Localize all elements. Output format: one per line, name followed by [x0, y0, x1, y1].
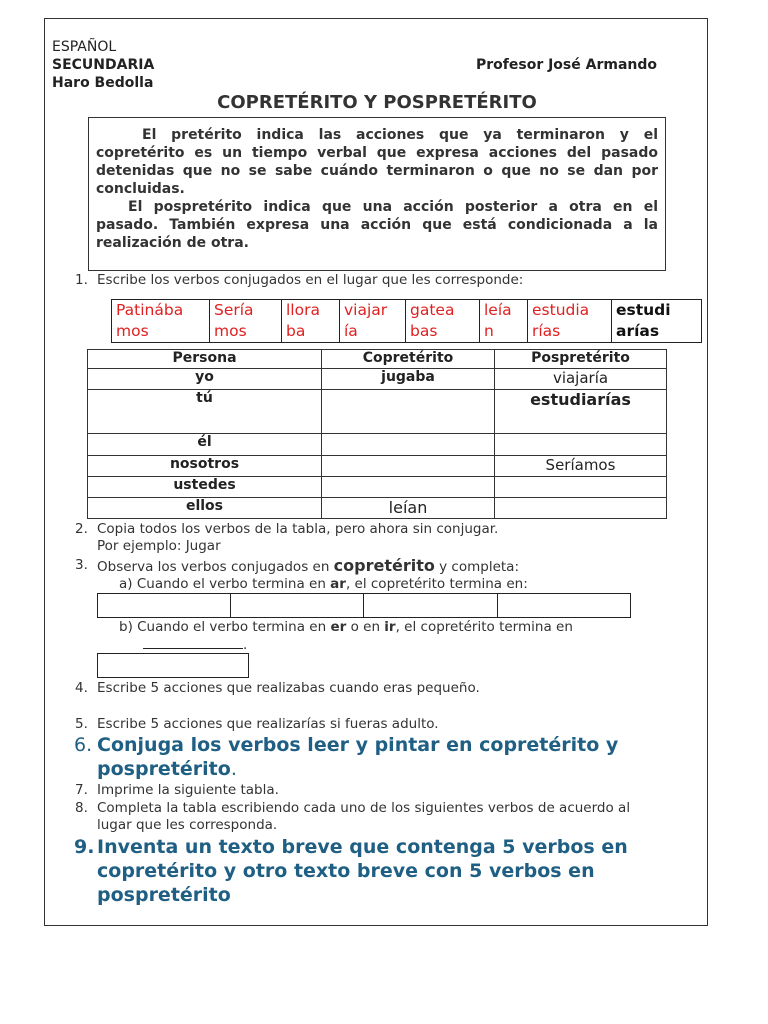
- pospreterito-cell[interactable]: estudiarías: [495, 390, 667, 434]
- verb-fragment: mos: [116, 322, 149, 340]
- pospreterito-cell[interactable]: Seríamos: [495, 456, 667, 477]
- question-8: [75, 800, 705, 834]
- copreterito-cell[interactable]: [322, 477, 495, 498]
- verb-bank-cell: [406, 300, 480, 343]
- persona-cell: él: [88, 434, 322, 456]
- question-text: lugar que les corresponda.: [97, 817, 278, 833]
- verb-bank-cell: [612, 300, 702, 343]
- persona-cell: nosotros: [88, 456, 322, 477]
- surname-label: Haro Bedolla: [52, 75, 154, 91]
- header-pospreterito: Pospretérito: [495, 350, 667, 369]
- question-6: 6. Conjuga los verbos leer y pintar en copretérito y pospretérito.: [74, 733, 694, 781]
- question-text: Escribe los verbos conjugados en el lugar que les corresponde:: [97, 272, 524, 288]
- question-7: [75, 782, 675, 799]
- subject-label: ESPAÑOL: [52, 39, 117, 55]
- answer-box[interactable]: [498, 593, 631, 618]
- verb-bank-cell: [210, 300, 282, 343]
- definition-copreterito: El pretérito indica las acciones que ya terminaron y el copretérito es un tiempo verbal que expresa acciones del pasado detenidas que no se sabe cuándo terminaron o que no se dan por concluidas.: [96, 127, 658, 197]
- question-text: Conjuga los verbos leer y pintar en copretérito y: [97, 734, 619, 756]
- table-row: [88, 477, 667, 498]
- pospreterito-cell[interactable]: viajaría: [495, 369, 667, 390]
- persona-cell: ustedes: [88, 477, 322, 498]
- pospreterito-cell[interactable]: [495, 477, 667, 498]
- question-number: 1.: [75, 272, 88, 288]
- question-text: Completa la tabla escribiendo cada uno de los siguientes verbos de acuerdo al: [97, 800, 631, 816]
- question-4: [75, 680, 675, 697]
- table-row: [88, 390, 667, 434]
- answer-box[interactable]: [97, 593, 231, 618]
- copreterito-cell[interactable]: [322, 434, 495, 456]
- level-label: SECUNDARIA: [52, 57, 155, 73]
- question-text: Escribe 5 acciones que realizarías si fueras adulto.: [97, 716, 439, 732]
- answer-box[interactable]: [97, 653, 249, 678]
- verb-fragment: gatea: [410, 301, 455, 319]
- verb-bank-cell: [112, 300, 210, 343]
- question-number: 4.: [75, 680, 88, 696]
- verb-fragment: estudi: [616, 301, 671, 319]
- question-number: 6.: [74, 734, 93, 756]
- question-2: [75, 521, 675, 555]
- question-text: copretérito y otro texto breve con 5 verbos en: [97, 860, 595, 882]
- question-number: 2.: [75, 521, 88, 537]
- question-text: Imprime la siguiente tabla.: [97, 782, 279, 798]
- verb-bank-cell: [282, 300, 340, 343]
- question-3: [75, 557, 675, 593]
- table-row: [88, 498, 667, 519]
- copreterito-cell[interactable]: leían: [322, 498, 495, 519]
- persona-cell: tú: [88, 390, 322, 434]
- answer-box[interactable]: [231, 593, 364, 618]
- conjugation-table: [87, 349, 667, 519]
- verb-fragment: n: [484, 322, 494, 340]
- question-text: pospretérito: [97, 758, 231, 780]
- copreterito-cell[interactable]: [322, 390, 495, 434]
- verb-fragment: leía: [484, 301, 512, 319]
- table-header-row: [88, 350, 667, 369]
- verb-bank-cell: [528, 300, 612, 343]
- verb-fragment: ía: [344, 322, 358, 340]
- answer-box[interactable]: [364, 593, 498, 618]
- question-9: [74, 835, 694, 907]
- question-number: 9.: [74, 836, 95, 858]
- verb-bank-cell: [480, 300, 528, 343]
- pospreterito-cell[interactable]: [495, 434, 667, 456]
- question-example: Por ejemplo: Jugar: [97, 538, 221, 554]
- table-row: [88, 369, 667, 390]
- verb-bank: [111, 299, 702, 343]
- question-3a: a) Cuando el verbo termina en ar, el copretérito termina en:: [119, 576, 528, 592]
- question-3b: b) Cuando el verbo termina en er o en ir, el copretérito termina en: [119, 619, 573, 635]
- header-persona: Persona: [88, 350, 322, 369]
- verb-fragment: ba: [286, 322, 306, 340]
- definition-box: [88, 117, 666, 271]
- table-row: [88, 456, 667, 477]
- verb-fragment: arías: [616, 322, 660, 340]
- verb-fragment: llora: [286, 301, 320, 319]
- answer-row-ar: [97, 593, 631, 618]
- question-text: Inventa un texto breve que contenga 5 verbos en: [97, 836, 628, 858]
- verb-fragment: Sería: [214, 301, 254, 319]
- question-number: 3.: [75, 557, 88, 573]
- persona-cell: ellos: [88, 498, 322, 519]
- answer-line: [143, 648, 243, 649]
- verb-fragment: bas: [410, 322, 438, 340]
- question-number: 8.: [75, 800, 88, 816]
- question-number: 5.: [75, 716, 88, 732]
- worksheet-page: [44, 18, 708, 926]
- verb-fragment: rías: [532, 322, 561, 340]
- verb-fragment: viajar: [344, 301, 388, 319]
- pospreterito-cell[interactable]: [495, 498, 667, 519]
- answer-line-dot: .: [243, 637, 248, 653]
- question-number: 7.: [75, 782, 88, 798]
- page-title: COPRETÉRITO Y POSPRETÉRITO: [217, 92, 537, 113]
- verb-fragment: Patinába: [116, 301, 184, 319]
- verb-fragment: estudia: [532, 301, 590, 319]
- verb-bank-cell: [340, 300, 406, 343]
- persona-cell: yo: [88, 369, 322, 390]
- copreterito-cell[interactable]: jugaba: [322, 369, 495, 390]
- question-text: Observa los verbos conjugados en copretérito y completa:: [97, 556, 520, 575]
- verb-fragment: mos: [214, 322, 247, 340]
- copreterito-cell[interactable]: [322, 456, 495, 477]
- question-1: [75, 272, 675, 289]
- question-5: [75, 716, 675, 733]
- header-copreterito: Copretérito: [322, 350, 495, 369]
- teacher-name: Profesor José Armando: [476, 57, 658, 73]
- question-text: Copia todos los verbos de la tabla, pero ahora sin conjugar.: [97, 521, 499, 537]
- question-text: pospretérito: [97, 884, 231, 906]
- question-text: Escribe 5 acciones que realizabas cuando eras pequeño.: [97, 680, 480, 696]
- definition-pospreterito: El pospretérito indica que una acción posterior a otra en el pasado. También expresa una acción que está condicionada a la realización de otra.: [96, 199, 658, 251]
- table-row: [88, 434, 667, 456]
